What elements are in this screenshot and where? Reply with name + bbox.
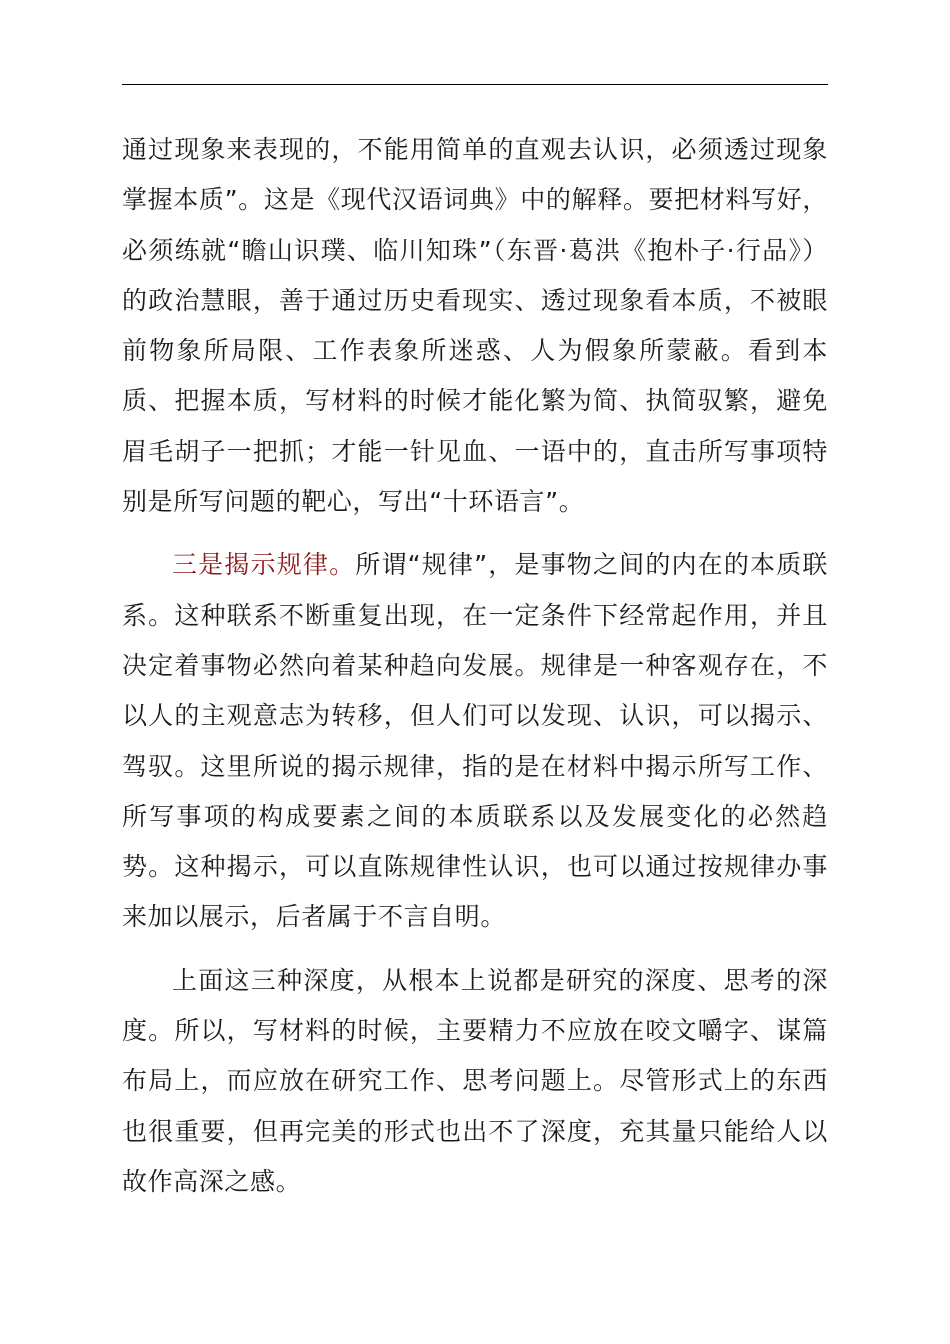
section-lead-heading: 三是揭示规律。 xyxy=(172,550,356,580)
paragraph-continuation xyxy=(122,125,828,527)
paragraph-summary xyxy=(122,956,828,1207)
document-body xyxy=(122,125,828,1207)
paragraph-text: 上面这三种深度，从根本上说都是研究的深度、思考的深度。所以，写材料的时候，主要精力不应放在咬文嚼字、谋篇布局上，而应放在研究工作、思考问题上。尽管形式上的东西也很重要，但再完美的形式也出不了深度，充其量只能给人以故作高深之感。 xyxy=(122,965,828,1196)
paragraph-laws xyxy=(122,540,828,942)
paragraph-text: 所谓“规律”，是事物之间的内在的本质联系。这种联系不断重复出现，在一定条件下经常起作用，并且决定着事物必然向着某种趋向发展。规律是一种客观存在，不以人的主观意志为转移，但人们可以发现、认识，可以揭示、驾驭。这里所说的揭示规律，指的是在材料中揭示所写工作、所写事项的构成要素之间的本质联系以及发展变化的必然趋势。这种揭示，可以直陈规律性认识，也可以通过按规律办事来加以展示，后者属于不言自明。 xyxy=(122,550,828,932)
paragraph-text: 通过现象来表现的，不能用简单的直观去认识，必须透过现象掌握本质”。这是《现代汉语词典》中的解释。要把材料写好，必须练就“瞻山识璞、临川知珠”（东晋·葛洪《抱朴子·行品》）的政治慧眼，善于通过历史看现实、透过现象看本质，不被眼前物象所局限、工作表象所迷惑、人为假象所蒙蔽。看到本质、把握本质，写材料的时候才能化繁为简、执简驭繁，避免眉毛胡子一把抓；才能一针见血、一语中的，直击所写事项特别是所写问题的靶心，写出“十环语言”。 xyxy=(122,135,828,517)
header-rule xyxy=(122,84,828,85)
